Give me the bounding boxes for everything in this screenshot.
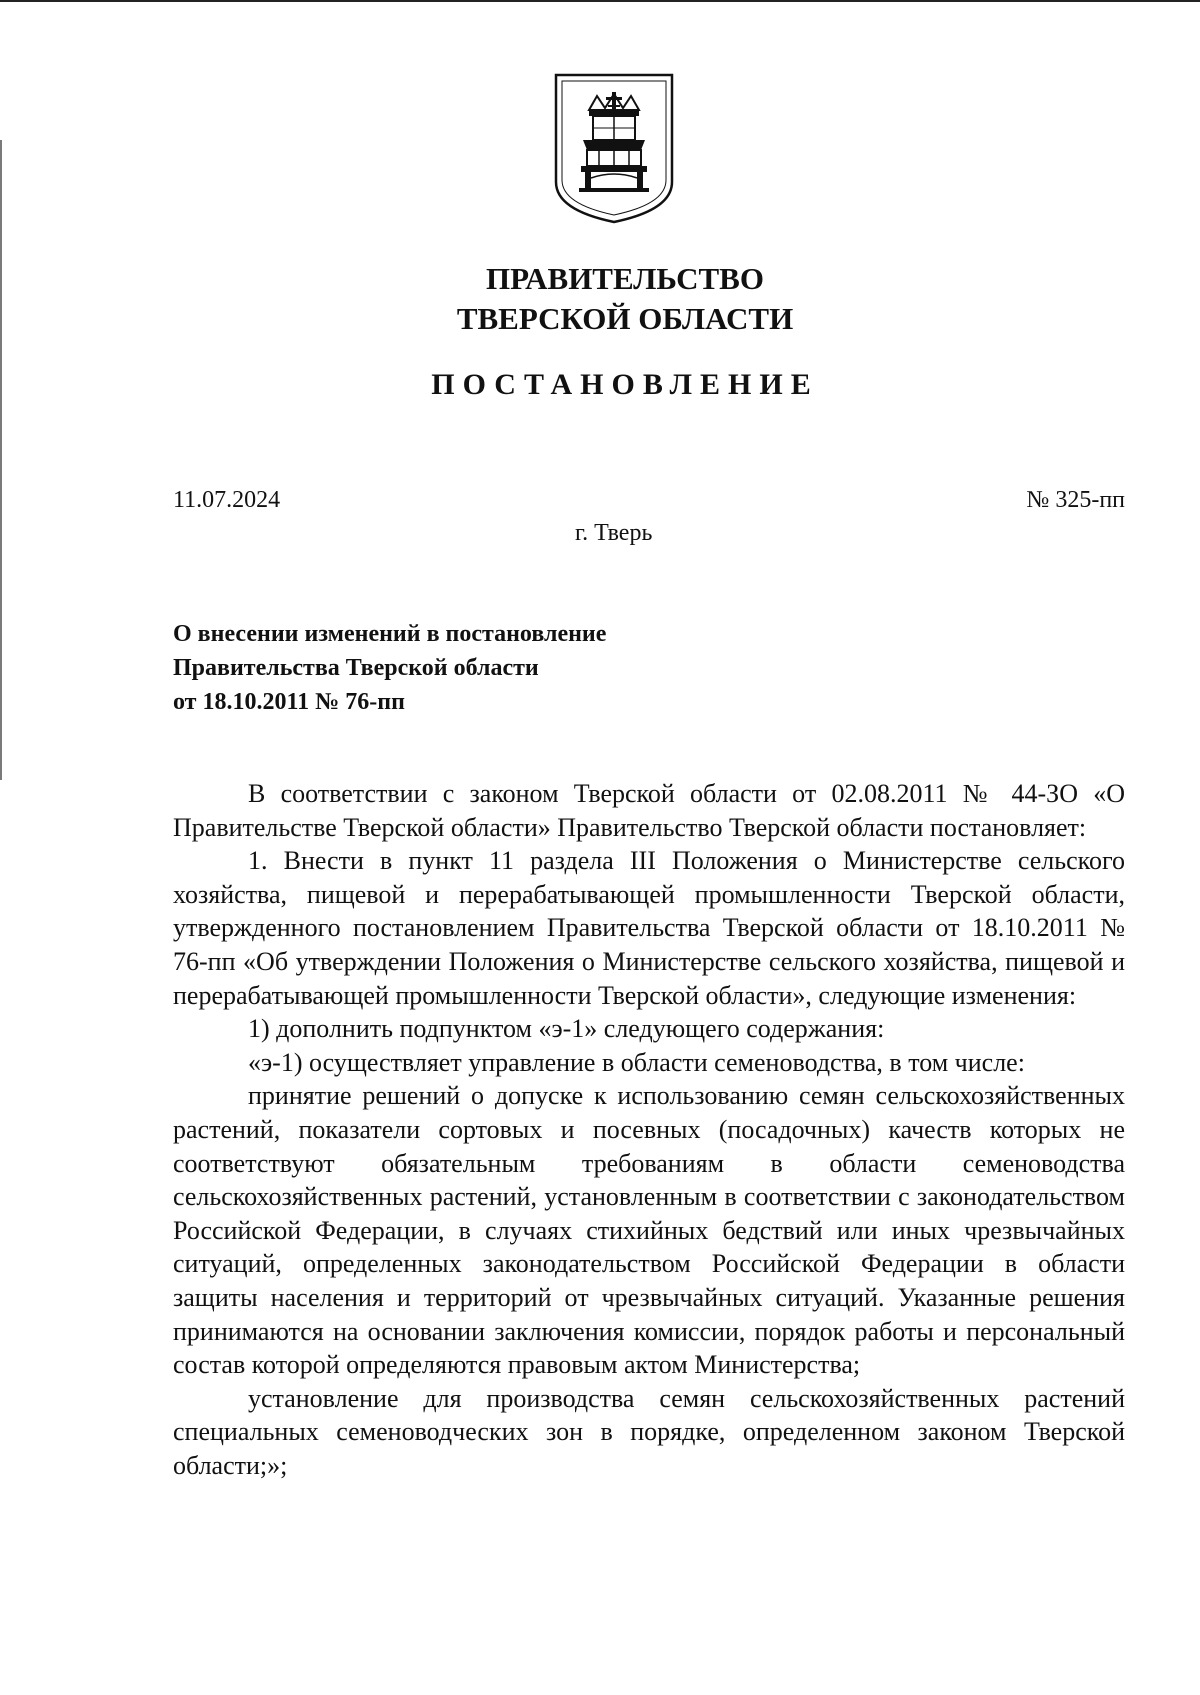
authority-line-1: ПРАВИТЕЛЬСТВО bbox=[486, 261, 764, 296]
body-paragraph-subitem-1: 1) дополнить подпунктом «э-1» следующего содержания: bbox=[248, 1014, 885, 1044]
body-paragraph-zones: установление для производства семян сельскохозяйственных растений специальных семеноводческих зон в порядке, определенном законом Тверской области;»; bbox=[173, 1383, 1125, 1480]
body-paragraph-e1: «э-1) осуществляет управление в области семеноводства, в том числе: bbox=[248, 1047, 1025, 1077]
document-type: ПОСТАНОВЛЕНИЕ bbox=[431, 368, 819, 401]
document-city: г. Тверь bbox=[575, 520, 653, 546]
authority-line-2: ТВЕРСКОЙ ОБЛАСТИ bbox=[456, 301, 794, 336]
tver-coat-of-arms-icon bbox=[553, 72, 675, 224]
body-paragraph-item-1: 1. Внести в пункт 11 раздела III Положения о Министерстве сельского хозяйства, пищевой и перерабатывающей промышленности Тверской области, утвержденного постановлением Правительства Тверской области от 18.10.2011 № 76-пп «Об утверждении Положения о Министерстве сельского хозяйства, пищевой и перерабатывающей промышленности Тверской области», следующие изменения: bbox=[173, 846, 1125, 1010]
issuing-authority bbox=[0, 259, 1200, 339]
document-date: 11.07.2024 bbox=[173, 487, 281, 513]
scan-edge-top bbox=[0, 0, 1200, 2]
subject-line-3: от 18.10.2011 № 76-пп bbox=[173, 689, 405, 715]
subject-line-1: О внесении изменений в постановление bbox=[173, 621, 607, 647]
document-body bbox=[173, 777, 1125, 1482]
body-paragraph-decisions: принятие решений о допуске к использованию семян сельскохозяйственных растений, показатели сортовых и посевных (посадочных) качеств которых не соответствуют обязательным требованиям в области семеноводства сельскохозяйственных растений, установленным в соответствии с законодательством Российской Федерации, в случаях стихийных бедствий или иных чрезвычайных ситуаций, определенных законодательством Российской Федерации в области защиты населения и территорий от чрезвычайных ситуаций. Указанные решения принимаются на основании заключения комиссии, порядок работы и персональный состав которой определяются правовым актом Министерства; bbox=[173, 1081, 1125, 1380]
body-paragraph-preamble: В соответствии с законом Тверской области от 02.08.2011 № 44-ЗО «О Правительстве Тверской области» Правительство Тверской области постановляет: bbox=[173, 779, 1125, 842]
document-number: № 325-пп bbox=[1026, 487, 1125, 513]
scan-edge-left bbox=[0, 140, 2, 780]
subject-line-2: Правительства Тверской области bbox=[173, 655, 539, 681]
document-subject bbox=[173, 617, 873, 719]
